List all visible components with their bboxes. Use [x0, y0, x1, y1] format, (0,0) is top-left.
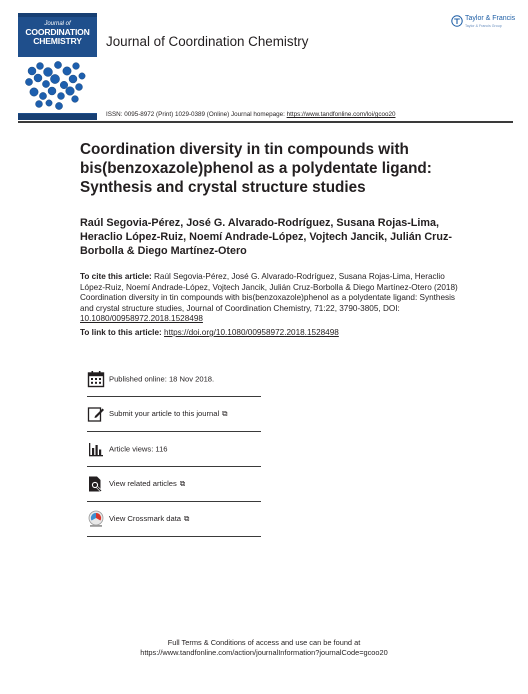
journal-cover-image	[18, 13, 97, 120]
citation-text: Raúl Segovia-Pérez, José G. Alvarado-Rodríguez, Susana Rojas-Lima, Heraclio López-Ruiz, Noemí Andrade-López, Vojtech Jancik, Julián Cruz-Borbolla & Diego Martínez-Otero (2018) Coordination diversity in tin compounds with bis(benzoxazole)phenol as a polydentate ligand: Synthesis and crystal structure studies, Journal of Coordination Chemistry, 71:22, 3790-3805, DOI:	[80, 272, 458, 313]
crossmark-text: View Crossmark data	[109, 513, 182, 523]
cover-top-bar	[18, 13, 97, 17]
tf-logo-icon	[451, 15, 463, 27]
article-authors: Raúl Segovia-Pérez, José G. Alvarado-Rodríguez, Susana Rojas-Lima, Heraclio López-Ruiz, Noemí Andrade-López, Vojtech Jancik, Julián Cruz-Borbolla & Diego Martínez-Otero	[80, 217, 452, 257]
issn-homepage-line	[106, 111, 395, 118]
article-views-label: Article views: 116	[109, 444, 168, 453]
publisher-name: Taylor & Francis	[465, 15, 516, 22]
submit-article-row[interactable]	[87, 396, 261, 432]
calendar-icon	[87, 370, 105, 388]
article-views-row	[87, 431, 261, 467]
related-articles-label	[109, 479, 185, 489]
published-online-row	[87, 361, 261, 397]
journal-name: Journal of Coordination Chemistry	[106, 34, 309, 49]
related-articles-text: View related articles	[109, 478, 177, 488]
crossmark-row[interactable]	[87, 501, 261, 537]
article-doi-link[interactable]: https://doi.org/10.1080/00958972.2018.1528498	[164, 328, 339, 337]
edit-icon	[87, 405, 105, 423]
issn-text: ISSN: 0095-8972 (Print) 1029-0389 (Online) Journal homepage:	[106, 111, 287, 118]
publisher-tagline: Taylor & Francis Group	[465, 24, 502, 28]
article-link-line	[80, 328, 339, 337]
terms-footer	[0, 638, 528, 658]
header-divider	[18, 121, 513, 123]
cover-title-line1: COORDINATION	[25, 27, 90, 37]
submit-article-label	[109, 409, 228, 419]
cover-title-line2: CHEMISTRY	[33, 36, 82, 46]
cover-footer-bar	[18, 114, 97, 120]
related-articles-row[interactable]	[87, 466, 261, 502]
crossmark-icon	[87, 510, 105, 528]
bar-chart-icon	[87, 440, 105, 458]
footer-terms-link[interactable]: https://www.tandfonline.com/action/journalInformation?journalCode=gcoo20	[140, 648, 388, 657]
external-link-icon: ⧉	[179, 478, 186, 488]
related-articles-icon	[87, 475, 105, 493]
citation-block	[80, 272, 460, 325]
cover-big-title	[18, 28, 97, 46]
crossmark-label	[109, 514, 189, 524]
article-title: Coordination diversity in tin compounds with bis(benzoxazole)phenol as a polydentate ligand: Synthesis and crystal structure studies	[80, 141, 432, 196]
submit-article-text: Submit your article to this journal	[109, 408, 220, 418]
journal-homepage-link[interactable]: https://www.tandfonline.com/loi/gcoo20	[286, 111, 396, 118]
cover-small-title: Journal of	[44, 21, 71, 27]
external-link-icon: ⧉	[184, 513, 190, 523]
molecule-art-icon	[18, 57, 97, 113]
external-link-icon: ⧉	[222, 408, 228, 418]
taylor-francis-logo[interactable]	[451, 14, 516, 36]
article-link-label: To link to this article:	[80, 328, 165, 337]
citation-label: To cite this article:	[80, 272, 152, 281]
doi-link[interactable]: 10.1080/00958972.2018.1528498	[80, 314, 203, 324]
footer-line1: Full Terms & Conditions of access and use can be found at	[167, 638, 361, 647]
published-online-label: Published online: 18 Nov 2018.	[109, 374, 215, 383]
